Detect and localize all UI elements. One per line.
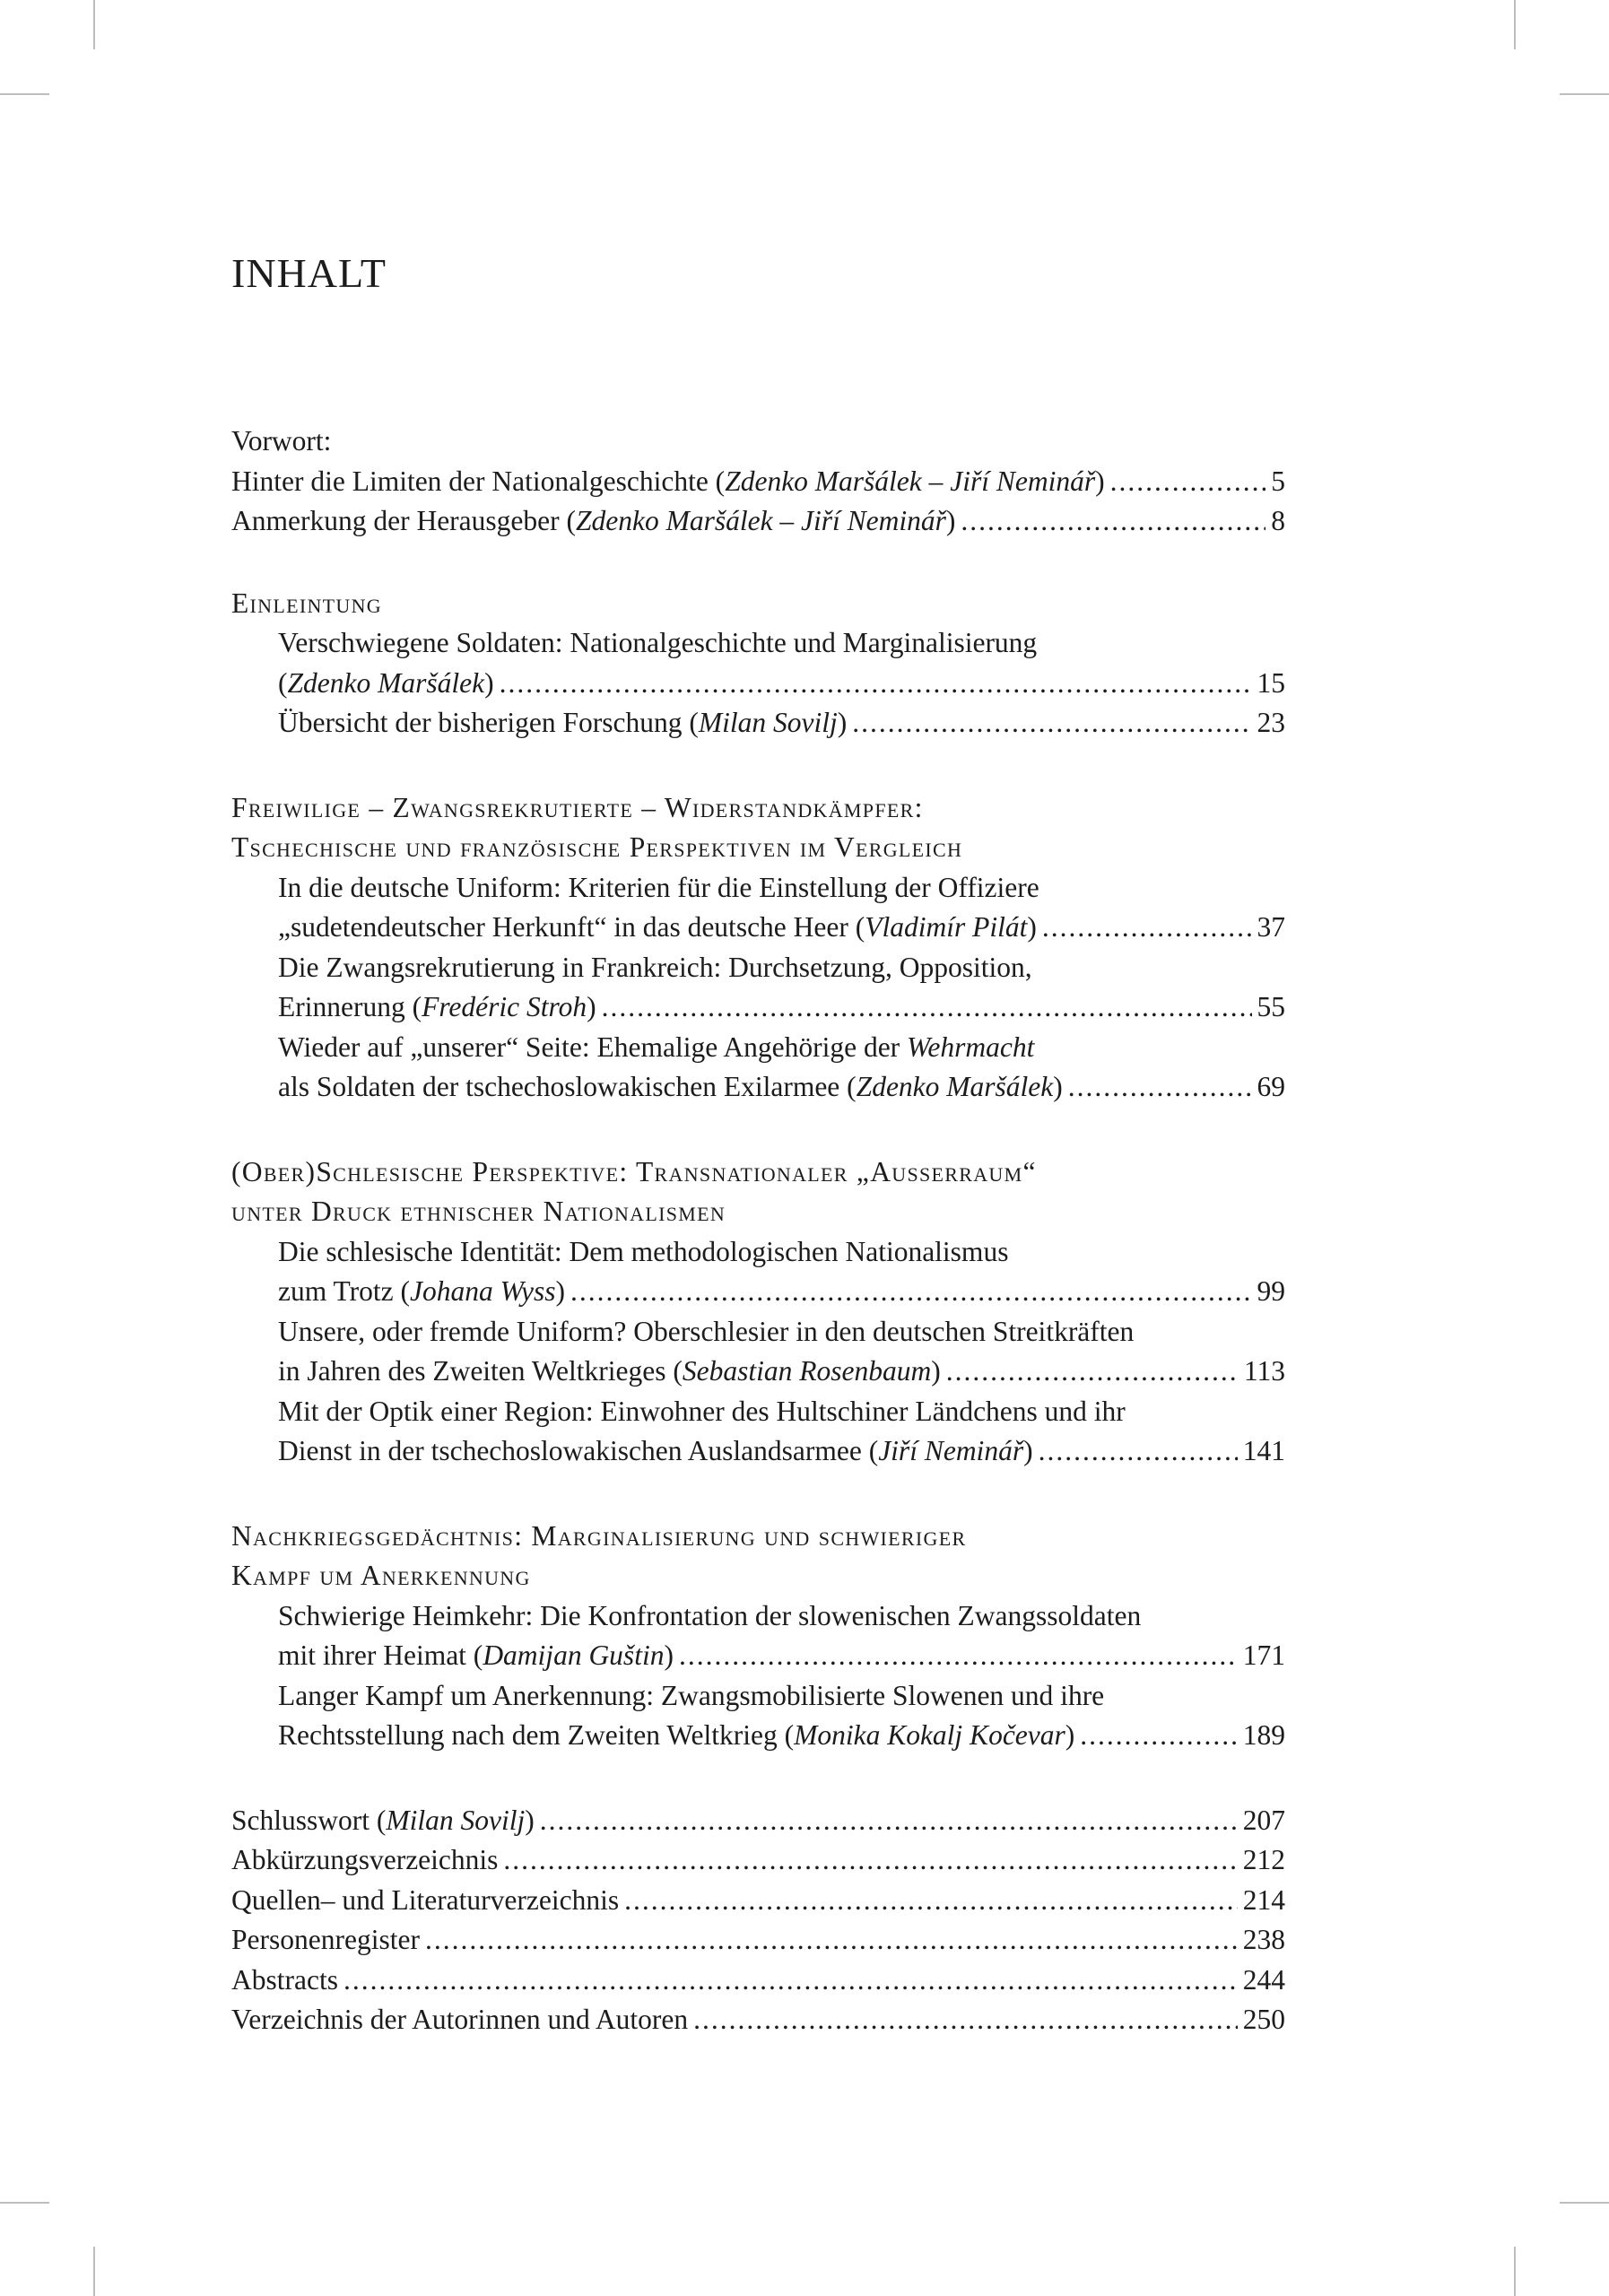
page-title: INHALT	[231, 250, 387, 296]
dot-leader	[961, 501, 1265, 542]
dot-leader	[679, 1636, 1238, 1676]
section-heading: Tschechische und französische Perspektiven im Vergleich	[231, 831, 963, 863]
page-number: 37	[1257, 911, 1285, 943]
page-number: 113	[1243, 1355, 1285, 1387]
toc-entry-line[interactable]: Mit der Optik einer Region: Einwohner des Hultschiner Ländchens und ihr	[278, 1395, 1126, 1427]
page-number: 238	[1242, 1924, 1285, 1955]
toc-entry[interactable]: „sudetendeutscher Herkunft“ in das deutsche Heer (Vladimír Pilát) ..... 37	[231, 908, 1285, 948]
toc-entry[interactable]: zum Trotz (Johana Wyss) ..... 99	[231, 1272, 1285, 1312]
dot-leader	[500, 664, 1252, 704]
dot-leader	[540, 1801, 1238, 1841]
page-number: 250	[1242, 2004, 1285, 2035]
toc-entry[interactable]: Abkürzungsverzeichnis ..... 212	[231, 1840, 1285, 1881]
page-number: 15	[1257, 666, 1285, 699]
dot-leader	[1110, 462, 1266, 502]
page-number: 99	[1257, 1275, 1285, 1307]
toc-entry[interactable]: (Zdenko Maršálek) ..... 15	[231, 664, 1285, 704]
section-heading: Kampf um Anerkennung	[231, 1560, 531, 1591]
crop-mark	[0, 93, 49, 95]
page-number: 55	[1257, 991, 1285, 1022]
dot-leader	[693, 2000, 1238, 2040]
dot-leader	[425, 1920, 1238, 1961]
dot-leader	[624, 1881, 1238, 1921]
section-heading: Freiwilige – Zwangsrekrutierte – Widerstandkämpfer:	[231, 791, 924, 823]
toc-entry-line[interactable]: Die Zwangsrekrutierung in Frankreich: Durchsetzung, Opposition,	[278, 951, 1032, 983]
dot-leader	[602, 987, 1252, 1028]
section-heading: (Ober)Schlesische Perspektive: Transnationaler „Ausserraum“	[231, 1155, 1037, 1187]
page-number: 189	[1242, 1719, 1285, 1751]
toc-entry[interactable]: Abstracts ..... 244	[231, 1961, 1285, 2001]
toc-entry-line[interactable]: Unsere, oder fremde Uniform? Oberschlesier in den deutschen Streitkräften	[278, 1315, 1135, 1347]
toc-entry[interactable]: Verzeichnis der Autorinnen und Autoren ..... 250	[231, 2000, 1285, 2040]
toc-entry[interactable]: Hinter die Limiten der Nationalgeschichte (Zdenko Maršálek – Jiří Neminář) ..... 5	[231, 462, 1285, 502]
toc-entry[interactable]: Übersicht der bisherigen Forschung (Milan Sovilj) ..... 23	[231, 703, 1285, 744]
toc-entry[interactable]: Erinnerung (Fredéric Stroh) ..... 55	[231, 987, 1285, 1028]
toc-entry[interactable]: Anmerkung der Herausgeber (Zdenko Maršálek – Jiří Neminář) ..... 8	[231, 501, 1285, 542]
crop-mark	[1560, 2202, 1609, 2204]
page-number: 171	[1242, 1639, 1285, 1671]
dot-leader	[344, 1961, 1238, 2001]
toc-entry[interactable]: Rechtsstellung nach dem Zweiten Weltkrieg (Monika Kokalj Kočevar) ..... 189	[231, 1716, 1285, 1756]
toc-entry[interactable]: in Jahren des Zweiten Weltkrieges (Sebastian Rosenbaum) ..... 113	[231, 1352, 1285, 1392]
crop-mark	[93, 0, 95, 49]
page-number: 69	[1257, 1071, 1285, 1102]
toc-entry[interactable]: mit ihrer Heimat (Damijan Guštin) ..... 171	[231, 1636, 1285, 1676]
section-heading: Nachkriegsgedächtnis: Marginalisierung und schwieriger	[231, 1519, 967, 1552]
page-number: 141	[1242, 1435, 1285, 1466]
dot-leader	[570, 1272, 1252, 1312]
toc-entry-line[interactable]: In die deutsche Uniform: Kriterien für die Einstellung der Offiziere	[278, 871, 1039, 903]
toc-entry-line[interactable]: Die schlesische Identität: Dem methodologischen Nationalismus	[278, 1235, 1009, 1267]
toc-entry[interactable]: Dienst in der tschechoslowakischen Auslandsarmee (Jiří Neminář) ..... 141	[231, 1431, 1285, 1472]
page-number: 212	[1242, 1844, 1285, 1875]
toc-entry-line[interactable]: Langer Kampf um Anerkennung: Zwangsmobilisierte Slowenen und ihre	[278, 1679, 1105, 1711]
crop-mark	[0, 2202, 49, 2204]
page-number: 244	[1242, 1963, 1285, 1996]
dot-leader	[503, 1840, 1237, 1881]
toc-entry[interactable]: als Soldaten der tschechoslowakischen Exilarmee (Zdenko Maršálek) ..... 69	[231, 1067, 1285, 1108]
crop-mark	[1514, 0, 1516, 49]
page-number: 8	[1271, 505, 1285, 536]
section-heading: Einleintung	[231, 587, 382, 619]
dot-leader	[852, 703, 1251, 744]
crop-mark	[1514, 2247, 1516, 2296]
crop-mark	[1560, 93, 1609, 95]
dot-leader	[1080, 1716, 1237, 1756]
toc-entry-line[interactable]: Verschwiegene Soldaten: Nationalgeschichte und Marginalisierung	[278, 627, 1038, 658]
toc-entry[interactable]: Personenregister ..... 238	[231, 1920, 1285, 1961]
toc-entry-line[interactable]: Schwierige Heimkehr: Die Konfrontation der slowenischen Zwangssoldaten	[278, 1599, 1142, 1631]
vorwort-label: Vorwort:	[231, 425, 332, 457]
page-number: 214	[1242, 1883, 1285, 1916]
toc-entry-line[interactable]: Wieder auf „unserer“ Seite: Ehemalige Angehörige der Wehrmacht	[278, 1031, 1035, 1063]
dot-leader	[946, 1352, 1239, 1392]
dot-leader	[1068, 1067, 1252, 1108]
page-number: 207	[1242, 1804, 1285, 1836]
crop-mark	[93, 2247, 95, 2296]
toc-entry[interactable]: Schlusswort (Milan Sovilj) ..... 207	[231, 1801, 1285, 1841]
section-heading: unter Druck ethnischer Nationalismen	[231, 1196, 726, 1227]
toc-entry[interactable]: Quellen– und Literaturverzeichnis ..... 214	[231, 1881, 1285, 1921]
page-number: 5	[1271, 465, 1285, 497]
dot-leader	[1042, 908, 1252, 948]
page-number: 23	[1257, 707, 1285, 738]
table-of-contents	[231, 422, 1285, 2040]
dot-leader	[1039, 1431, 1238, 1472]
